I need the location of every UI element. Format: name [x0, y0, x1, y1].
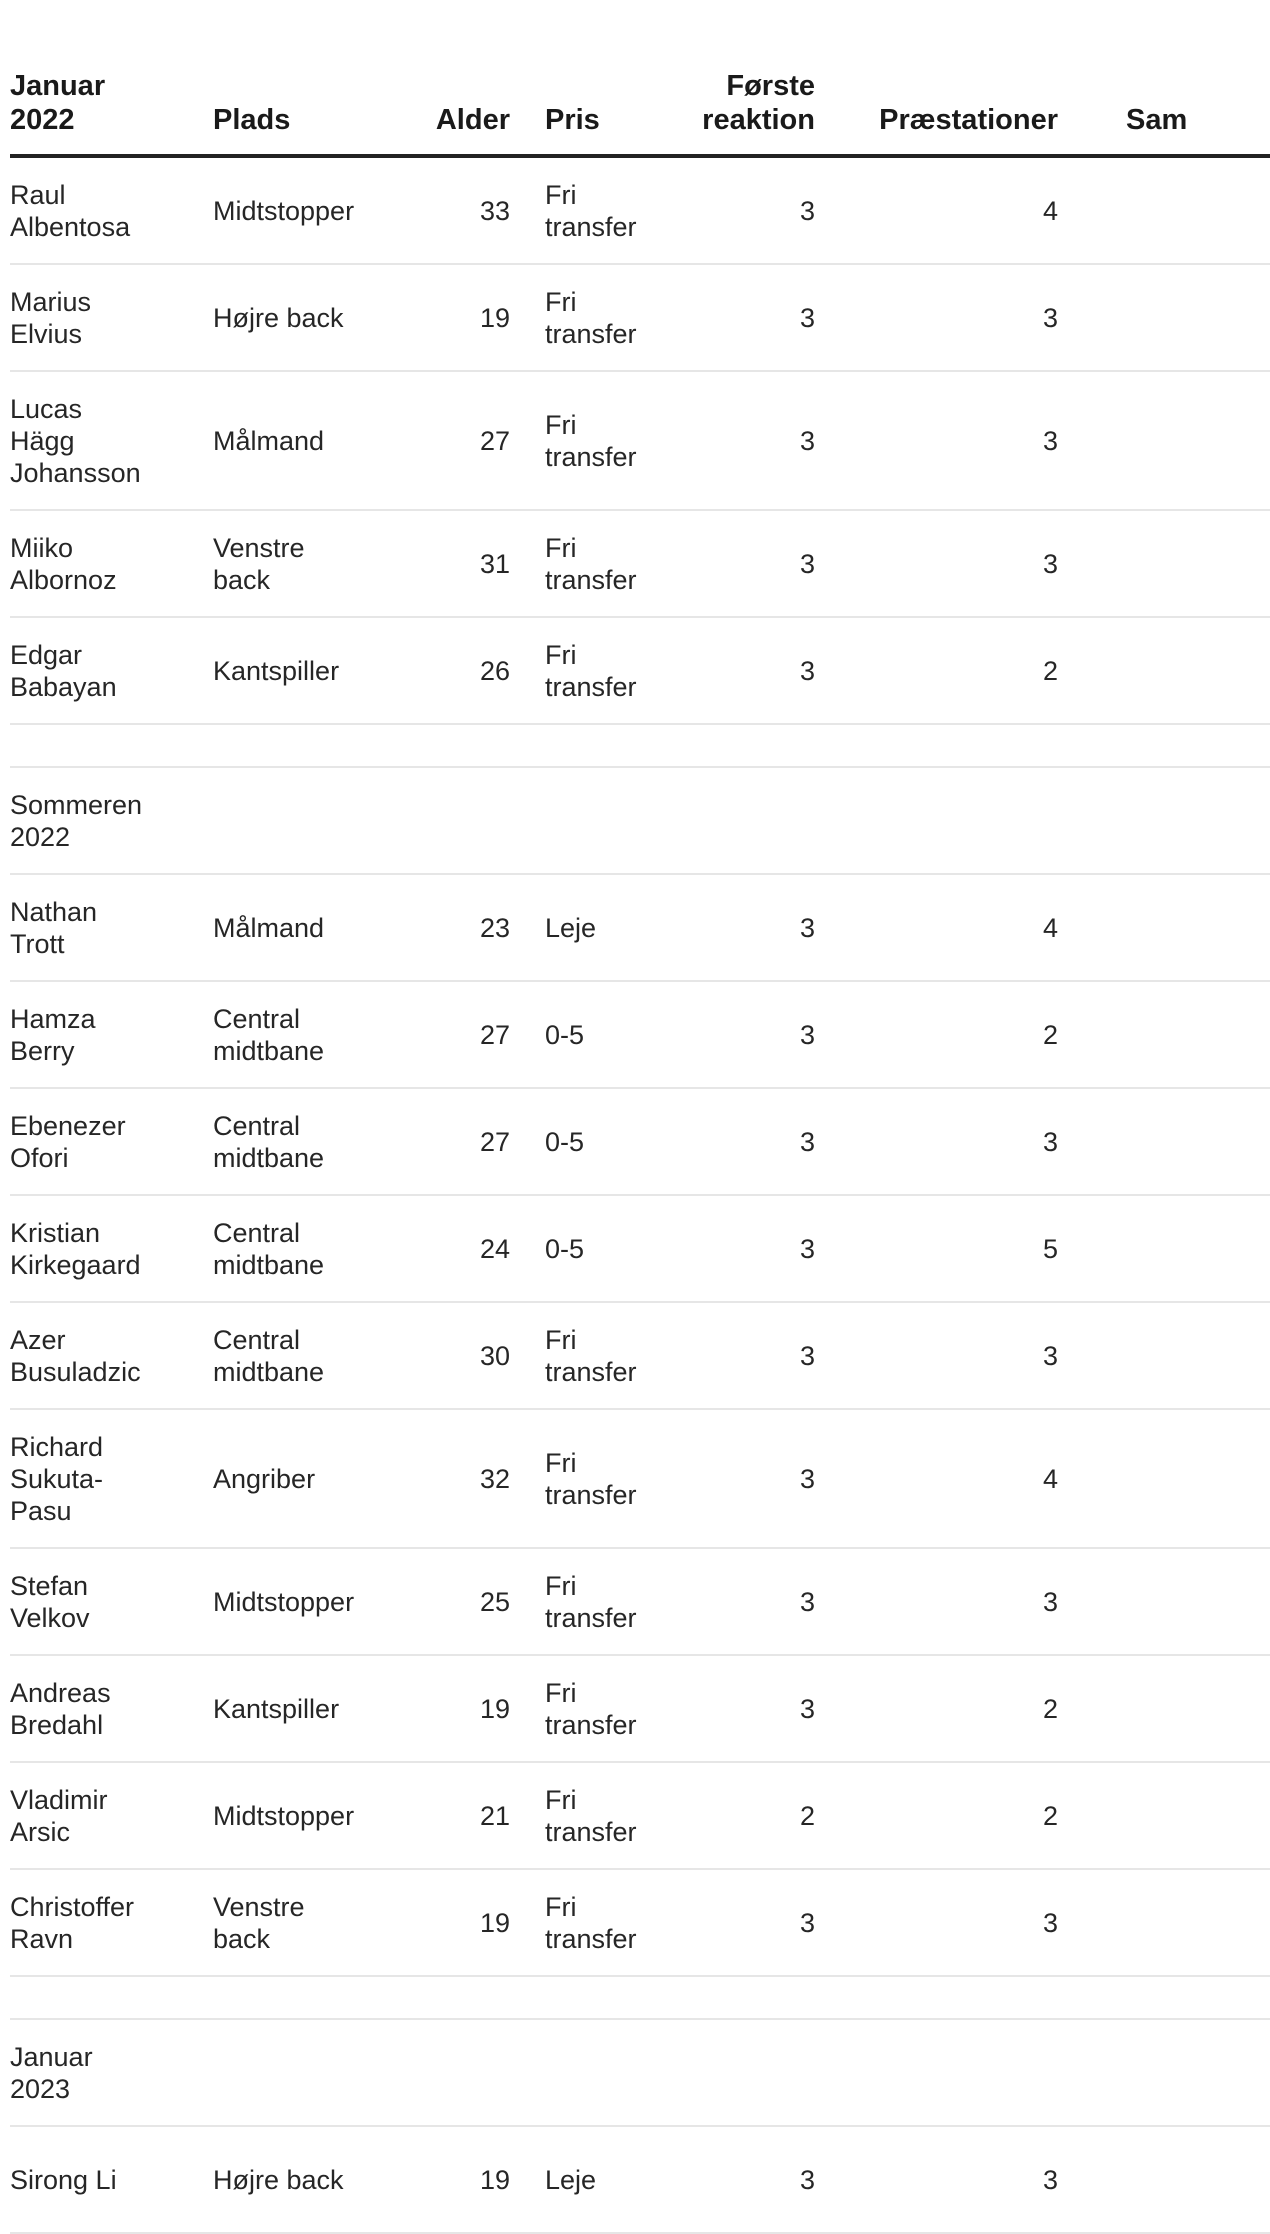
- table-row[interactable]: [10, 2126, 1270, 2233]
- player-name: Stefan Velkov: [10, 1548, 213, 1655]
- player-age: 26: [425, 617, 513, 724]
- section-label: Januar 2023: [10, 2019, 1270, 2126]
- player-name: Edgar Babayan: [10, 617, 213, 724]
- table-row[interactable]: [10, 1409, 1270, 1548]
- transfer-price: Fri transfer: [513, 1655, 652, 1762]
- player-age: 24: [425, 1195, 513, 1302]
- table-row[interactable]: [10, 617, 1270, 724]
- player-position: Højre back: [213, 264, 425, 371]
- player-age: 25: [425, 1548, 513, 1655]
- section-spacer-cell: [10, 1976, 1270, 2019]
- player-name: Richard Sukuta- Pasu: [10, 1409, 213, 1548]
- section-label: Sommeren 2022: [10, 767, 1270, 874]
- player-age: 33: [425, 156, 513, 264]
- total-rating: [1061, 1409, 1270, 1548]
- section-row: [10, 767, 1270, 874]
- performance-rating: 4: [815, 156, 1061, 264]
- transfer-price: 0-5: [513, 981, 652, 1088]
- transfer-price: Fri transfer: [513, 1409, 652, 1548]
- player-age: 31: [425, 510, 513, 617]
- transfer-price: Fri transfer: [513, 156, 652, 264]
- table-row[interactable]: [10, 264, 1270, 371]
- performance-rating: 4: [815, 874, 1061, 981]
- table-row[interactable]: [10, 510, 1270, 617]
- total-rating: [1061, 264, 1270, 371]
- header-total[interactable]: Sam: [1061, 0, 1270, 156]
- transfer-price: Fri transfer: [513, 371, 652, 510]
- header-row: [10, 0, 1270, 156]
- header-period[interactable]: Januar 2022: [10, 0, 213, 156]
- player-age: 19: [425, 2126, 513, 2233]
- player-age: 21: [425, 1762, 513, 1869]
- total-rating: [1061, 617, 1270, 724]
- performance-rating: 2: [815, 981, 1061, 1088]
- performance-rating: 2: [815, 1762, 1061, 1869]
- total-rating: [1061, 1655, 1270, 1762]
- performance-rating: 2: [815, 617, 1061, 724]
- performance-rating: 3: [815, 264, 1061, 371]
- transfer-price: Fri transfer: [513, 1548, 652, 1655]
- table-row[interactable]: [10, 1088, 1270, 1195]
- table-row[interactable]: [10, 874, 1270, 981]
- first-reaction-rating: 3: [652, 1302, 815, 1409]
- performance-rating: 4: [815, 1409, 1061, 1548]
- header-position[interactable]: Plads: [213, 0, 425, 156]
- performance-rating: 2: [815, 1655, 1061, 1762]
- total-rating: [1061, 1088, 1270, 1195]
- transfer-price: Fri transfer: [513, 1869, 652, 1976]
- transfer-price: Fri transfer: [513, 264, 652, 371]
- table-row[interactable]: [10, 371, 1270, 510]
- transfer-price: Fri transfer: [513, 510, 652, 617]
- performance-rating: 3: [815, 510, 1061, 617]
- player-position: Målmand: [213, 371, 425, 510]
- first-reaction-rating: 3: [652, 1088, 815, 1195]
- first-reaction-rating: 3: [652, 1409, 815, 1548]
- total-rating: [1061, 1195, 1270, 1302]
- total-rating: [1061, 1762, 1270, 1869]
- total-rating: [1061, 510, 1270, 617]
- player-age: 23: [425, 874, 513, 981]
- player-name: Sirong Li: [10, 2126, 213, 2233]
- table-row[interactable]: [10, 1762, 1270, 1869]
- total-rating: [1061, 1302, 1270, 1409]
- player-age: 27: [425, 981, 513, 1088]
- player-name: Raul Albentosa: [10, 156, 213, 264]
- player-position: Central midtbane: [213, 1088, 425, 1195]
- header-price[interactable]: Pris: [513, 0, 652, 156]
- player-age: 19: [425, 1869, 513, 1976]
- performance-rating: 3: [815, 1088, 1061, 1195]
- player-name: Lucas Hägg Johansson: [10, 371, 213, 510]
- player-age: 27: [425, 371, 513, 510]
- transfer-table-container[interactable]: [10, 0, 1220, 2195]
- player-position: Midtstopper: [213, 1548, 425, 1655]
- total-rating: [1061, 156, 1270, 264]
- table-row[interactable]: [10, 156, 1270, 264]
- first-reaction-rating: 3: [652, 1195, 815, 1302]
- table-row[interactable]: [10, 1655, 1270, 1762]
- header-age[interactable]: Alder: [425, 0, 513, 156]
- transfer-price: Fri transfer: [513, 1302, 652, 1409]
- performance-rating: 3: [815, 1548, 1061, 1655]
- header-performances[interactable]: Præstationer: [815, 0, 1061, 156]
- player-position: Højre back: [213, 2126, 425, 2233]
- player-name: Kristian Kirkegaard: [10, 1195, 213, 1302]
- first-reaction-rating: 2: [652, 1762, 815, 1869]
- performance-rating: 3: [815, 1302, 1061, 1409]
- player-name: Azer Busuladzic: [10, 1302, 213, 1409]
- first-reaction-rating: 3: [652, 1869, 815, 1976]
- player-name: Nathan Trott: [10, 874, 213, 981]
- header-first-reaction[interactable]: Første reaktion: [652, 0, 815, 156]
- table-body: [10, 156, 1270, 2233]
- player-age: 19: [425, 264, 513, 371]
- transfer-price: Leje: [513, 2126, 652, 2233]
- first-reaction-rating: 3: [652, 981, 815, 1088]
- first-reaction-rating: 3: [652, 156, 815, 264]
- section-spacer: [10, 1976, 1270, 2019]
- player-name: Hamza Berry: [10, 981, 213, 1088]
- total-rating: [1061, 874, 1270, 981]
- table-row[interactable]: [10, 1302, 1270, 1409]
- player-position: Venstre back: [213, 1869, 425, 1976]
- table-row[interactable]: [10, 1548, 1270, 1655]
- performance-rating: 3: [815, 371, 1061, 510]
- performance-rating: 3: [815, 2126, 1061, 2233]
- first-reaction-rating: 3: [652, 2126, 815, 2233]
- first-reaction-rating: 3: [652, 874, 815, 981]
- first-reaction-rating: 3: [652, 264, 815, 371]
- player-age: 32: [425, 1409, 513, 1548]
- player-position: Central midtbane: [213, 1302, 425, 1409]
- section-spacer: [10, 724, 1270, 767]
- total-rating: [1061, 2126, 1270, 2233]
- transfer-price: Fri transfer: [513, 1762, 652, 1869]
- player-name: Christoffer Ravn: [10, 1869, 213, 1976]
- section-spacer-cell: [10, 724, 1270, 767]
- transfer-ratings-table: [10, 0, 1270, 2234]
- total-rating: [1061, 1869, 1270, 1976]
- section-row: [10, 2019, 1270, 2126]
- player-name: Ebenezer Ofori: [10, 1088, 213, 1195]
- transfer-price: Fri transfer: [513, 617, 652, 724]
- performance-rating: 5: [815, 1195, 1061, 1302]
- total-rating: [1061, 981, 1270, 1088]
- performance-rating: 3: [815, 1869, 1061, 1976]
- table-row[interactable]: [10, 1195, 1270, 1302]
- player-position: Venstre back: [213, 510, 425, 617]
- player-position: Angriber: [213, 1409, 425, 1548]
- first-reaction-rating: 3: [652, 1655, 815, 1762]
- transfer-price: Leje: [513, 874, 652, 981]
- total-rating: [1061, 1548, 1270, 1655]
- first-reaction-rating: 3: [652, 510, 815, 617]
- player-position: Central midtbane: [213, 1195, 425, 1302]
- table-row[interactable]: [10, 981, 1270, 1088]
- player-position: Kantspiller: [213, 1655, 425, 1762]
- transfer-price: 0-5: [513, 1195, 652, 1302]
- player-position: Central midtbane: [213, 981, 425, 1088]
- player-age: 19: [425, 1655, 513, 1762]
- player-name: Miiko Albornoz: [10, 510, 213, 617]
- player-name: Vladimir Arsic: [10, 1762, 213, 1869]
- first-reaction-rating: 3: [652, 617, 815, 724]
- first-reaction-rating: 3: [652, 1548, 815, 1655]
- player-name: Andreas Bredahl: [10, 1655, 213, 1762]
- player-position: Midtstopper: [213, 1762, 425, 1869]
- first-reaction-rating: 3: [652, 371, 815, 510]
- player-age: 27: [425, 1088, 513, 1195]
- player-age: 30: [425, 1302, 513, 1409]
- player-position: Midtstopper: [213, 156, 425, 264]
- transfer-price: 0-5: [513, 1088, 652, 1195]
- player-position: Målmand: [213, 874, 425, 981]
- total-rating: [1061, 371, 1270, 510]
- player-position: Kantspiller: [213, 617, 425, 724]
- player-name: Marius Elvius: [10, 264, 213, 371]
- table-row[interactable]: [10, 1869, 1270, 1976]
